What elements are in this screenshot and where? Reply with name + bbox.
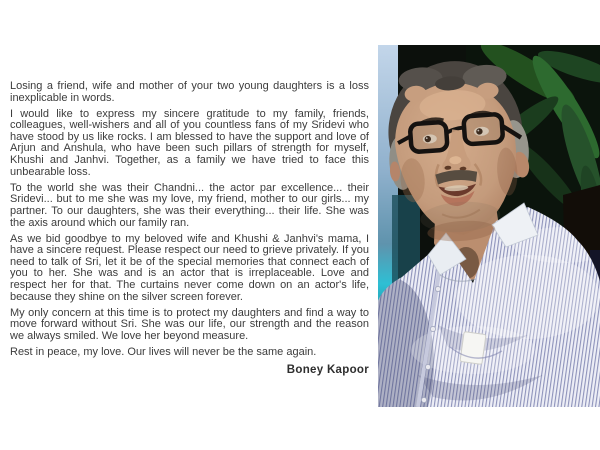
letter-paragraph-4: As we bid goodbye to my beloved wife and Khushi & Janhvi's mama, I have a sincere request. Please respect our need to grieve privately. If you need to talk of Sri, let it be of the special memories that connect each of you to her. She was and is an actor that is irreplaceable. Love and respect her for that. The curtains never come down on an actor's life, because they shine on the silver screen forever. [10,232,369,303]
letter-paragraph-6: Rest in peace, my love. Our lives will never be the same again. [10,345,317,358]
portrait-photo [378,45,600,407]
letter-signature: Boney Kapoor [286,363,369,376]
letter-paragraph-3: To the world she was their Chandni... the actor par excellence... their Sridevi... but to me she was my love, my friend, mother to our girls... my partner. To our daughters, she was their everything... their life. She was the axis around which our family ran. [10,181,369,229]
letter-paragraph-2: I would like to express my sincere gratitude to my family, friends, colleagues, well-wishers and all of you countless fans of my Sridevi who have stood by us like rocks. I am blessed to have the support and love of Arjun and Anshula, who have been such pillars of strength for myself, Khushi and Janhvi. Together, as a family we have tried to face this unbearable loss. [10,107,369,178]
letter-paragraph-1: Losing a friend, wife and mother of your two young daughters is a loss inexplicable in words. [10,80,369,104]
open-letter [10,81,369,376]
portrait-photo-art [378,45,600,407]
letter-paragraph-5: My only concern at this time is to protect my daughters and find a way to move forward without Sri. She was our life, our strength and the reason we always smiled. We love her beyond measure. [10,306,369,342]
